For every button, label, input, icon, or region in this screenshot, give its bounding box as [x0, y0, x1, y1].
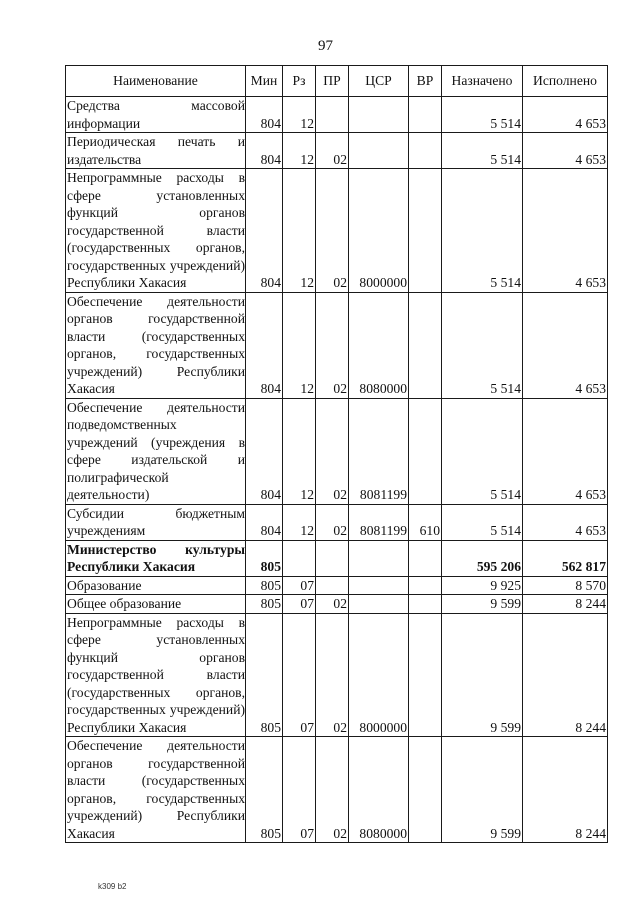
cell-pr: 02: [316, 169, 349, 293]
cell-assigned: 5 514: [442, 97, 523, 133]
cell-pr: 02: [316, 613, 349, 737]
cell-executed: 4 653: [523, 292, 608, 398]
cell-min: 805: [246, 595, 283, 614]
header-name: Наименование: [66, 66, 246, 97]
cell-csr: 8080000: [349, 737, 409, 843]
cell-vr: [409, 613, 442, 737]
cell-assigned: 5 514: [442, 133, 523, 169]
cell-rz: 12: [283, 504, 316, 540]
table-row: [66, 133, 608, 169]
footer-code: k309 b2: [98, 882, 127, 891]
page-number: 97: [318, 38, 333, 54]
cell-vr: [409, 595, 442, 614]
cell-csr: 8081199: [349, 398, 409, 504]
cell-csr: 8000000: [349, 169, 409, 293]
cell-pr: 02: [316, 737, 349, 843]
header-executed: Исполнено: [523, 66, 608, 97]
cell-rz: 07: [283, 613, 316, 737]
table-body: [66, 97, 608, 843]
cell-name: Обеспечение деятельности органов государственной власти (государственных органов, государственных учреждений) Республики Хакасия: [67, 293, 245, 396]
cell-name: Средства массовой информации: [67, 98, 245, 131]
cell-rz: 07: [283, 737, 316, 843]
table-header-row: [66, 66, 608, 97]
cell-executed: 4 653: [523, 133, 608, 169]
table-row: [66, 97, 608, 133]
cell-assigned: 595 206: [442, 540, 523, 576]
cell-name: Субсидии бюджетным учреждениям: [67, 505, 245, 538]
cell-pr: [316, 97, 349, 133]
cell-name: Периодическая печать и издательства: [67, 134, 245, 167]
cell-min: 805: [246, 737, 283, 843]
cell-vr: [409, 169, 442, 293]
table-row: [66, 576, 608, 595]
cell-csr: [349, 595, 409, 614]
table-row: [66, 595, 608, 614]
header-pr: ПР: [316, 66, 349, 97]
cell-pr: 02: [316, 595, 349, 614]
cell-pr: 02: [316, 133, 349, 169]
table-row: [66, 737, 608, 843]
cell-csr: [349, 576, 409, 595]
header-assigned: Назначено: [442, 66, 523, 97]
cell-assigned: 5 514: [442, 398, 523, 504]
cell-rz: 12: [283, 398, 316, 504]
cell-min: 805: [246, 576, 283, 595]
cell-csr: 8080000: [349, 292, 409, 398]
header-min: Мин: [246, 66, 283, 97]
cell-vr: 610: [409, 504, 442, 540]
table-row: [66, 504, 608, 540]
cell-executed: 4 653: [523, 169, 608, 293]
cell-vr: [409, 97, 442, 133]
cell-assigned: 9 599: [442, 613, 523, 737]
cell-assigned: 5 514: [442, 504, 523, 540]
cell-executed: 4 653: [523, 504, 608, 540]
cell-pr: [316, 540, 349, 576]
cell-name: Образование: [66, 576, 246, 595]
cell-name: Обеспечение деятельности органов государственной власти (государственных органов, государственных учреждений) Республики Хакасия: [67, 738, 245, 841]
cell-csr: [349, 97, 409, 133]
table-row: [66, 613, 608, 737]
cell-rz: 12: [283, 169, 316, 293]
cell-vr: [409, 292, 442, 398]
cell-rz: 12: [283, 133, 316, 169]
cell-executed: 8 244: [523, 737, 608, 843]
cell-executed: 4 653: [523, 97, 608, 133]
cell-executed: 8 244: [523, 595, 608, 614]
cell-pr: 02: [316, 398, 349, 504]
cell-rz: 07: [283, 595, 316, 614]
cell-rz: 07: [283, 576, 316, 595]
cell-assigned: 5 514: [442, 292, 523, 398]
cell-vr: [409, 737, 442, 843]
cell-executed: 8 244: [523, 613, 608, 737]
cell-min: 805: [246, 613, 283, 737]
table-row: [66, 169, 608, 293]
table-row: [66, 398, 608, 504]
cell-executed: 8 570: [523, 576, 608, 595]
cell-name: Общее образование: [66, 595, 246, 614]
table-row: [66, 540, 608, 576]
budget-table: [65, 65, 608, 843]
cell-csr: [349, 133, 409, 169]
cell-pr: 02: [316, 504, 349, 540]
cell-csr: 8081199: [349, 504, 409, 540]
cell-min: 805: [246, 540, 283, 576]
cell-executed: 4 653: [523, 398, 608, 504]
cell-min: 804: [246, 398, 283, 504]
cell-rz: 12: [283, 292, 316, 398]
cell-min: 804: [246, 169, 283, 293]
cell-name: Обеспечение деятельности подведомственных учреждений (учреждения в сфере издательской и полиграфической деятельности): [67, 399, 245, 502]
cell-vr: [409, 398, 442, 504]
cell-pr: 02: [316, 292, 349, 398]
cell-name: Непрограммные расходы в сфере установленных функций органов государственной власти (государственных органов, государственных учреждений) Республики Хакасия: [67, 170, 245, 290]
cell-min: 804: [246, 133, 283, 169]
cell-csr: 8000000: [349, 613, 409, 737]
cell-name: Непрограммные расходы в сфере установленных функций органов государственной власти (государственных органов, государственных учреждений) Республики Хакасия: [67, 614, 245, 735]
cell-assigned: 9 925: [442, 576, 523, 595]
cell-assigned: 9 599: [442, 737, 523, 843]
header-rz: Рз: [283, 66, 316, 97]
cell-assigned: 5 514: [442, 169, 523, 293]
cell-vr: [409, 133, 442, 169]
cell-rz: [283, 540, 316, 576]
cell-min: 804: [246, 292, 283, 398]
cell-min: 804: [246, 97, 283, 133]
cell-vr: [409, 540, 442, 576]
cell-csr: [349, 540, 409, 576]
cell-rz: 12: [283, 97, 316, 133]
cell-assigned: 9 599: [442, 595, 523, 614]
cell-min: 804: [246, 504, 283, 540]
cell-name: Министерство культуры Республики Хакасия: [67, 541, 245, 574]
cell-vr: [409, 576, 442, 595]
header-csr: ЦСР: [349, 66, 409, 97]
cell-pr: [316, 576, 349, 595]
cell-executed: 562 817: [523, 540, 608, 576]
table-row: [66, 292, 608, 398]
header-vr: ВР: [409, 66, 442, 97]
